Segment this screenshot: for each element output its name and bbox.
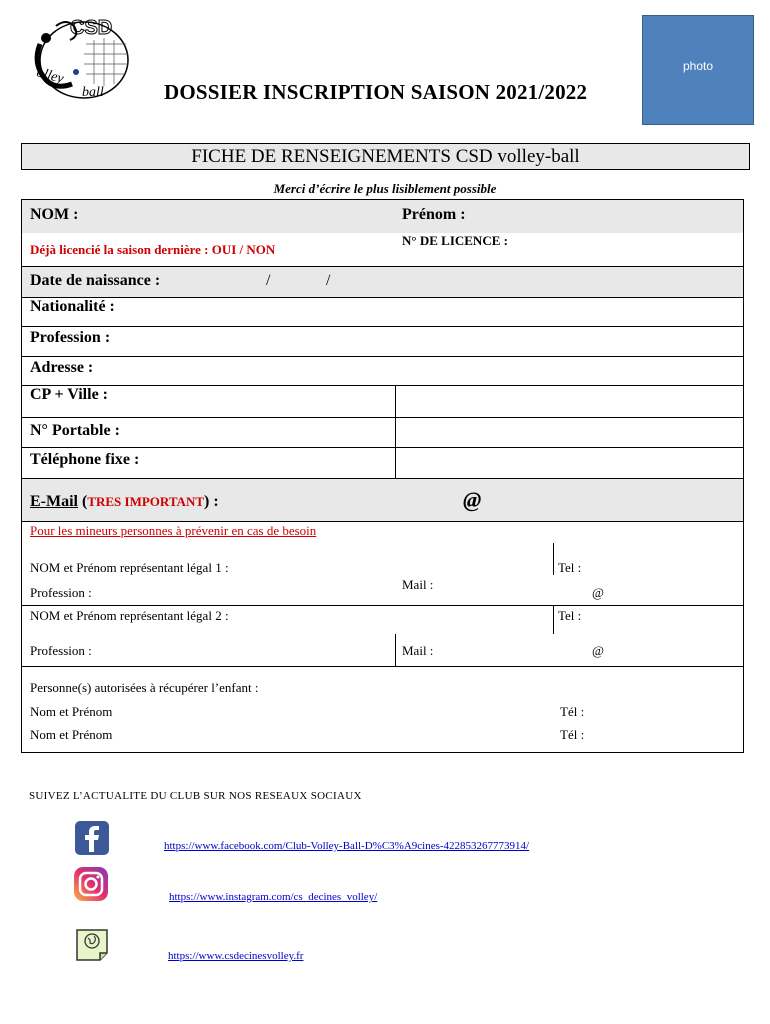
nom-label: NOM : — [30, 206, 79, 223]
pickup-divider — [22, 666, 743, 667]
svg-text:CSD: CSD — [70, 17, 113, 39]
photo-label: photo — [682, 59, 714, 73]
minors-heading: Pour les mineurs personnes à prévenir en cas de besoin — [30, 523, 317, 538]
mail1-at: @ — [592, 585, 604, 600]
instruction-text: Merci d’écrire le plus lisiblement possible — [273, 181, 497, 196]
mail2-divider — [395, 634, 396, 666]
email-label-group — [30, 493, 219, 511]
date-separator-1: / — [266, 272, 271, 289]
email-row[interactable] — [22, 479, 743, 522]
form-title: FICHE DE RENSEIGNEMENTS CSD volley-ball — [21, 143, 750, 170]
svg-text:ball: ball — [82, 85, 104, 100]
website-icon[interactable] — [74, 927, 110, 963]
licence-row[interactable] — [22, 233, 743, 267]
email-at-sign: @ — [463, 487, 482, 512]
tel2-divider — [553, 606, 554, 634]
registration-form — [21, 199, 744, 753]
social-heading: SUIVEZ L’ACTUALITE DU CLUB SUR NOS RESEAUX SOCIAUX — [29, 790, 362, 802]
facebook-link[interactable]: https://www.facebook.com/Club-Volley-Ball-D%C3%A9cines-422853267773914/ — [164, 840, 530, 852]
prenom-label: Prénom : — [402, 206, 466, 223]
instagram-link[interactable]: https://www.instagram.com/cs_decines_volley/ — [169, 891, 378, 903]
date-separator-2: / — [326, 272, 331, 289]
tel1-label[interactable]: Tel : — [558, 560, 582, 575]
address-label: Adresse : — [30, 359, 94, 376]
pickup-tel-1[interactable]: Tél : — [560, 704, 585, 719]
birthdate-label: Date de naissance : — [30, 272, 161, 289]
email-paren-open: ( — [82, 493, 88, 510]
cp-ville-label: CP + Ville : — [30, 386, 108, 403]
pickup-name-2[interactable]: Nom et Prénom — [30, 727, 113, 742]
photo-placeholder[interactable] — [642, 15, 754, 125]
cp-ville-row[interactable] — [22, 386, 743, 418]
facebook-icon[interactable] — [74, 820, 110, 856]
profession-row[interactable] — [22, 327, 743, 357]
portable-row[interactable] — [22, 418, 743, 448]
document-title: DOSSIER INSCRIPTION SAISON 2021/2022 — [164, 80, 588, 104]
nationality-label: Nationalité : — [30, 298, 115, 315]
rep-divider — [22, 605, 743, 606]
address-row[interactable] — [22, 357, 743, 386]
profession1-label[interactable]: Profession : — [30, 585, 92, 600]
website-link[interactable]: https://www.csdecinesvolley.fr — [168, 950, 304, 962]
email-label: E-Mail — [30, 493, 78, 510]
pickup-name-1[interactable]: Nom et Prénom — [30, 704, 113, 719]
svg-text:olley: olley — [34, 65, 66, 87]
telephone-label: Téléphone fixe : — [30, 451, 140, 468]
rep2-label[interactable]: NOM et Prénom représentant légal 2 : — [30, 608, 229, 623]
column-divider — [395, 386, 396, 479]
licence-label: N° DE LICENCE : — [402, 233, 508, 248]
telephone-row[interactable] — [22, 448, 743, 479]
pickup-tel-2[interactable]: Tél : — [560, 727, 585, 742]
profession-label: Profession : — [30, 329, 111, 346]
instagram-icon[interactable] — [73, 866, 109, 902]
mail2-at: @ — [592, 643, 604, 658]
profession2-label[interactable]: Profession : — [30, 643, 92, 658]
tel2-label[interactable]: Tel : — [558, 608, 582, 623]
club-logo — [26, 14, 134, 104]
name-row[interactable] — [22, 200, 743, 233]
email-paren-close: ) : — [204, 493, 219, 510]
rep1-label[interactable]: NOM et Prénom représentant légal 1 : — [30, 560, 229, 575]
mail2-label[interactable]: Mail : — [402, 643, 434, 658]
deja-licencie-text: Déjà licencié la saison dernière : OUI / NON — [30, 242, 276, 257]
tel1-divider — [553, 543, 554, 575]
email-important: TRES IMPORTANT — [87, 494, 205, 509]
mail1-label[interactable]: Mail : — [402, 577, 434, 592]
pickup-heading: Personne(s) autorisées à récupérer l’enfant : — [30, 680, 259, 695]
portable-label: N° Portable : — [30, 422, 120, 439]
birthdate-row[interactable] — [22, 267, 743, 298]
nationality-row[interactable] — [22, 298, 743, 327]
